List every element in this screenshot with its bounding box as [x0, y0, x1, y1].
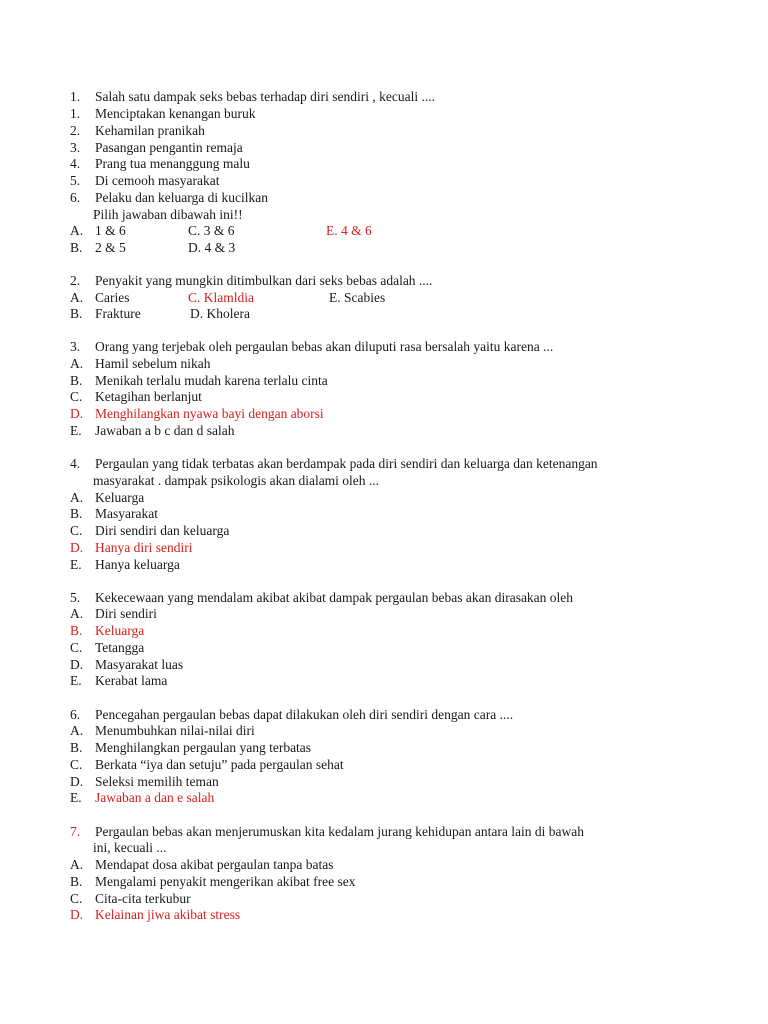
option-letter: A.	[70, 723, 84, 738]
question-text: Pencegahan pergaulan bebas dapat dilakukan oleh diri sendiri dengan cara ....	[95, 707, 514, 722]
question-text: Kekecewaan yang mendalam akibat akibat dampak pergaulan bebas akan dirasakan oleh	[95, 590, 574, 605]
option-d: D. Kholera	[190, 306, 250, 321]
option-letter: A.	[70, 606, 84, 621]
option-letter: C.	[70, 891, 83, 906]
instruction-text: Pilih jawaban dibawah ini!!	[93, 207, 243, 222]
option-text-answer: Hanya diri sendiri	[95, 540, 193, 555]
option-text-answer: Kelainan jiwa akibat stress	[95, 907, 241, 922]
statement-number: 6.	[70, 190, 81, 205]
option-d: D. 4 & 3	[188, 240, 236, 255]
statement-text: Pelaku dan keluarga di kucilkan	[95, 190, 268, 205]
question-text: Salah satu dampak seks bebas terhadap diri sendiri , kecuali ....	[95, 89, 436, 104]
option-letter: B.	[70, 373, 83, 388]
option-letter-answer: D.	[70, 540, 84, 555]
option-letter: C.	[70, 757, 83, 772]
option-text: Masyarakat	[95, 506, 158, 521]
option-text-answer: Keluarga	[95, 623, 145, 638]
option-text: Hamil sebelum nikah	[95, 356, 211, 371]
question-text: Penyakit yang mungkin ditimbulkan dari seks bebas adalah ....	[95, 273, 433, 288]
question-number: 1.	[70, 89, 81, 104]
option-letter: C.	[70, 389, 83, 404]
question-text: Orang yang terjebak oleh pergaulan bebas akan diluputi rasa bersalah yaitu karena ...	[95, 339, 554, 354]
option-letter: B.	[70, 740, 83, 755]
option-letter: A.	[70, 490, 84, 505]
option-letter: E.	[70, 557, 82, 572]
option-e: E. Scabies	[329, 290, 386, 305]
option-text: Menghilangkan pergaulan yang terbatas	[95, 740, 312, 755]
option-letter: B.	[70, 506, 83, 521]
option-text-answer: Menghilangkan nyawa bayi dengan aborsi	[95, 406, 324, 421]
option-text: Jawaban a b c dan d salah	[95, 423, 235, 438]
option-letter: A.	[70, 223, 84, 238]
question-number: 6.	[70, 707, 81, 722]
question-number: 2.	[70, 273, 81, 288]
option-text: Cita-cita terkubur	[95, 891, 191, 906]
option-text: Diri sendiri dan keluarga	[95, 523, 230, 538]
question-number: 5.	[70, 590, 81, 605]
statement-text: Prang tua menanggung malu	[95, 156, 250, 171]
option-letter: D.	[70, 774, 84, 789]
option-letter-answer: D.	[70, 406, 84, 421]
question-text-continued: ini, kecuali ...	[93, 840, 167, 855]
option-text: Tetangga	[95, 640, 145, 655]
option-text: Hanya keluarga	[95, 557, 180, 572]
statement-text: Di cemooh masyarakat	[95, 173, 220, 188]
option-text: Frakture	[95, 306, 141, 321]
option-letter: B.	[70, 874, 83, 889]
option-letter: A.	[70, 356, 84, 371]
option-letter: E.	[70, 423, 82, 438]
statement-number: 2.	[70, 123, 81, 138]
question-text: Pergaulan bebas akan menjerumuskan kita kedalam jurang kehidupan antara lain di bawah	[95, 824, 584, 839]
option-letter: B.	[70, 306, 83, 321]
question-text-continued: masyarakat . dampak psikologis akan dialami oleh ...	[93, 473, 380, 488]
option-text: 1 & 6	[95, 223, 126, 238]
option-text: Mengalami penyakit mengerikan akibat free sex	[95, 874, 356, 889]
statement-number: 5.	[70, 173, 81, 188]
statement-text: Kehamilan pranikah	[95, 123, 205, 138]
option-text: Caries	[95, 290, 130, 305]
option-text: Kerabat lama	[95, 673, 168, 688]
statement-number: 3.	[70, 140, 81, 155]
question-text: Pergaulan yang tidak terbatas akan berdampak pada diri sendiri dan keluarga dan ketenangan	[95, 456, 598, 471]
option-text-answer: Jawaban a dan e salah	[95, 790, 215, 805]
option-text: Ketagihan berlanjut	[95, 389, 202, 404]
option-text: Diri sendiri	[95, 606, 157, 621]
option-text: Keluarga	[95, 490, 145, 505]
question-number: 7.	[70, 824, 81, 839]
option-letter: E.	[70, 790, 82, 805]
option-letter: A.	[70, 290, 84, 305]
option-c-answer: C. Klamldia	[188, 290, 254, 305]
option-text: Seleksi memilih teman	[95, 774, 219, 789]
option-letter: C.	[70, 523, 83, 538]
statement-text: Pasangan pengantin remaja	[95, 140, 243, 155]
option-letter: B.	[70, 240, 83, 255]
option-text: Masyarakat luas	[95, 657, 184, 672]
option-text: Berkata “iya dan setuju” pada pergaulan sehat	[95, 757, 344, 772]
option-letter: D.	[70, 657, 84, 672]
option-letter-answer: B.	[70, 623, 83, 638]
statement-number: 4.	[70, 156, 81, 171]
option-text: Mendapat dosa akibat pergaulan tanpa batas	[95, 857, 334, 872]
option-text: 2 & 5	[95, 240, 126, 255]
statement-number: 1.	[70, 106, 81, 121]
question-number: 4.	[70, 456, 81, 471]
option-c: C. 3 & 6	[188, 223, 235, 238]
option-letter: A.	[70, 857, 84, 872]
option-e-answer: E. 4 & 6	[326, 223, 372, 238]
option-letter-answer: D.	[70, 907, 84, 922]
option-letter: C.	[70, 640, 83, 655]
statement-text: Menciptakan kenangan buruk	[95, 106, 256, 121]
question-number: 3.	[70, 339, 81, 354]
option-text: Menikah terlalu mudah karena terlalu cinta	[95, 373, 328, 388]
option-text: Menumbuhkan nilai-nilai diri	[95, 723, 255, 738]
option-letter: E.	[70, 673, 82, 688]
